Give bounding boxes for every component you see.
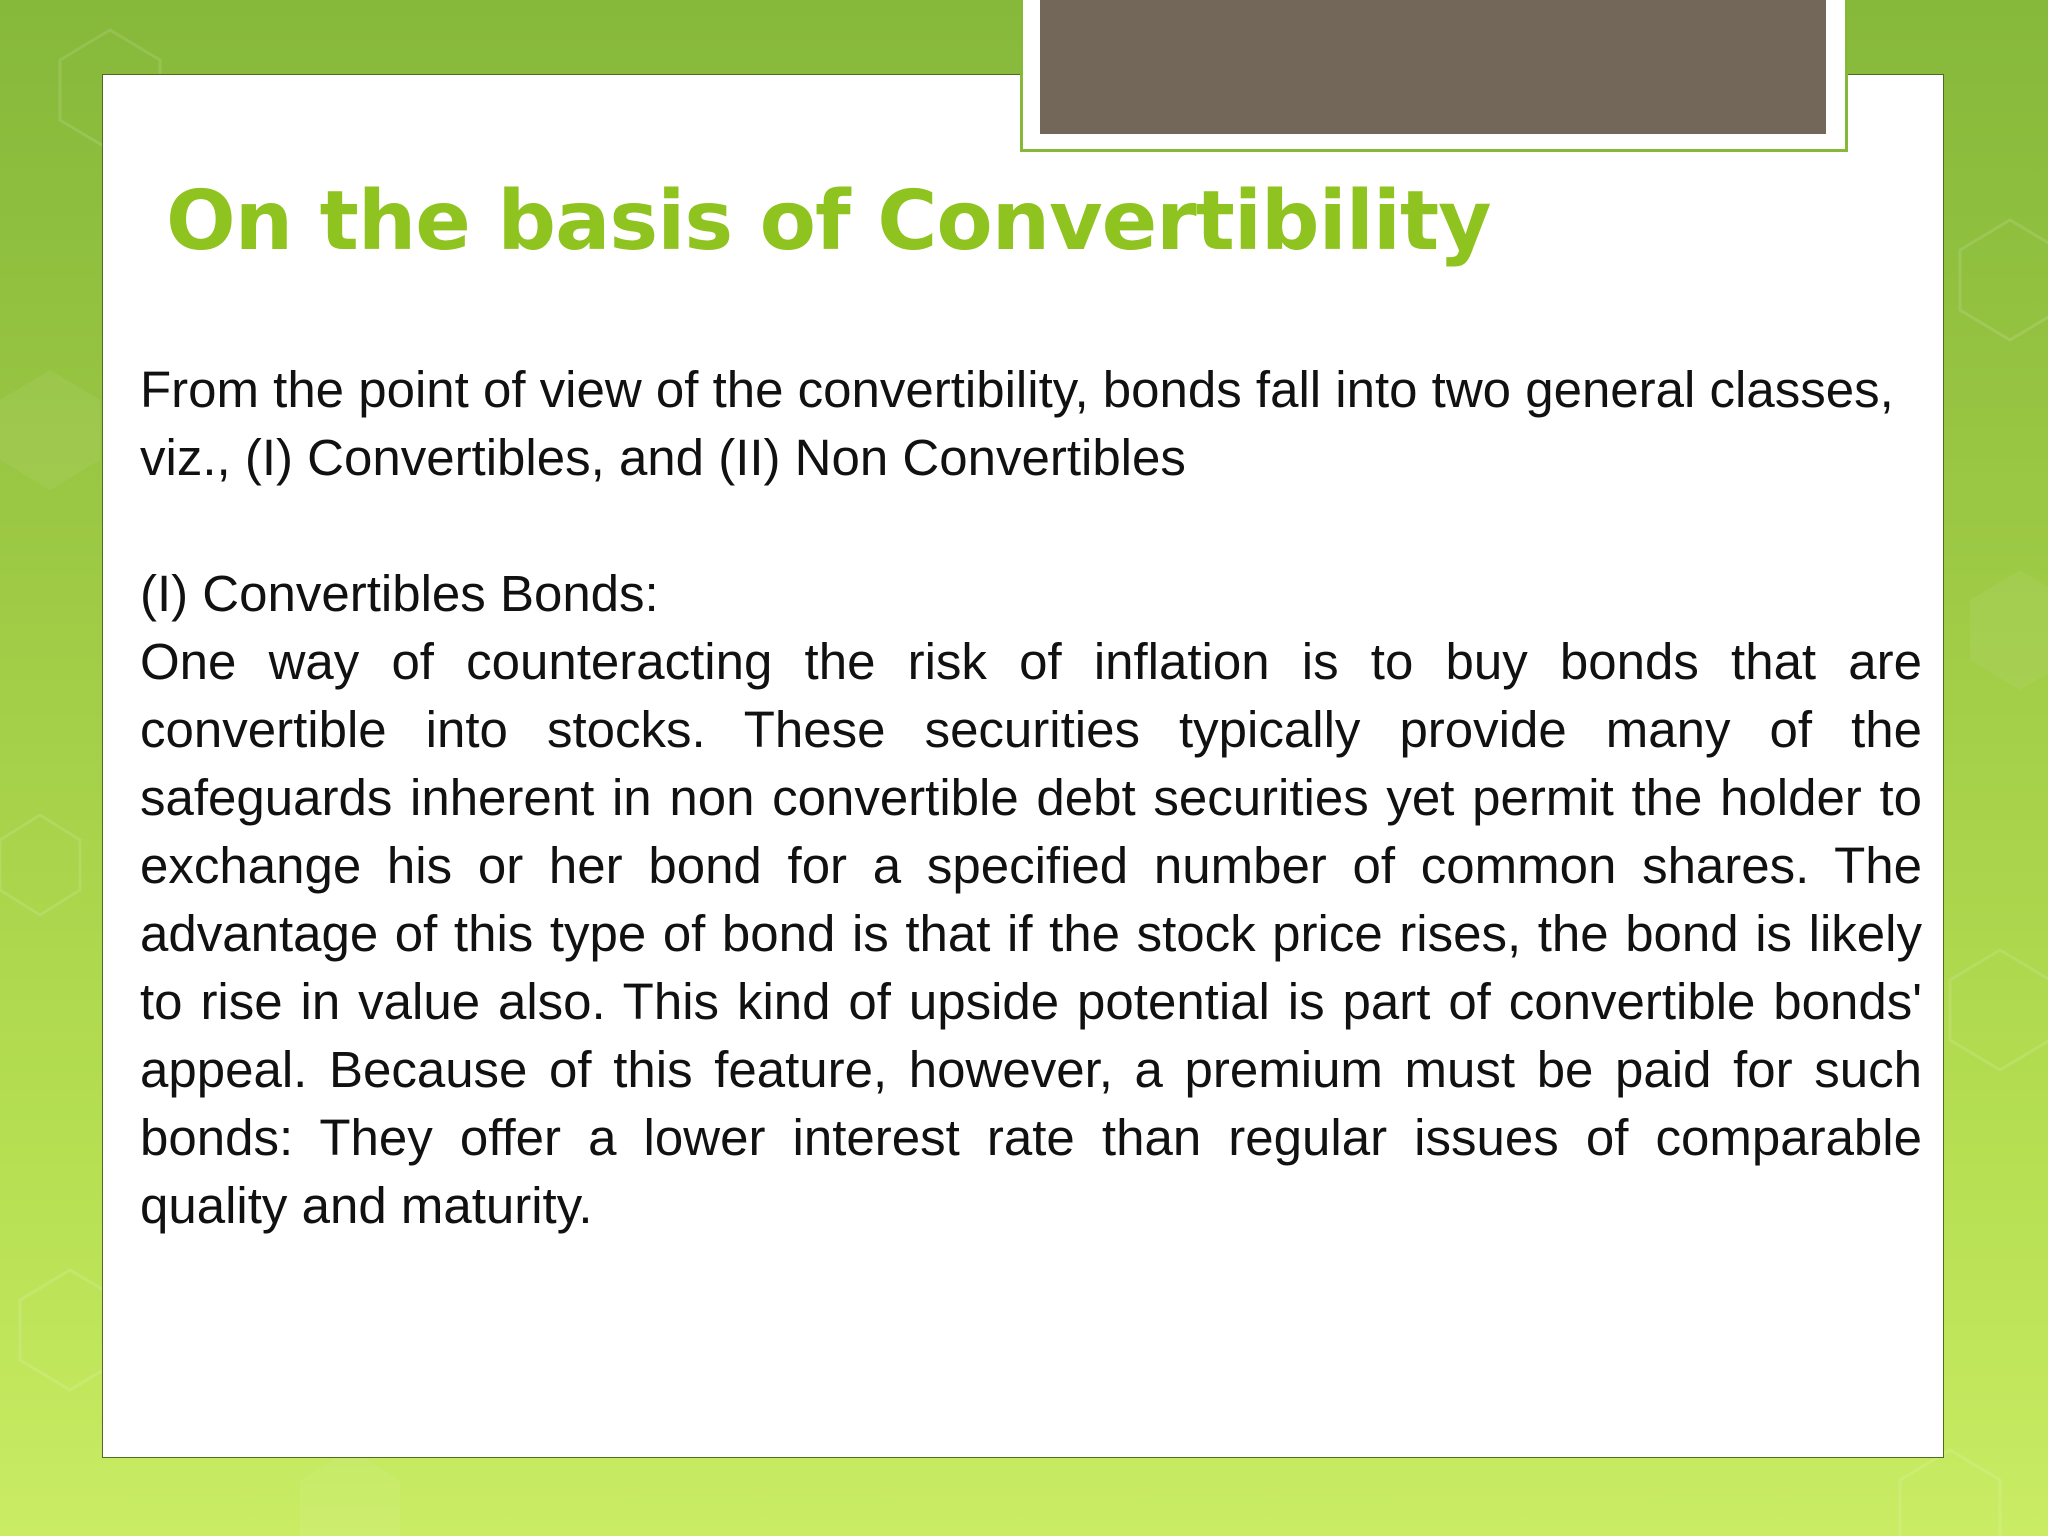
- slide-title: On the basis of Convertibility: [166, 174, 1491, 269]
- intro-paragraph: From the point of view of the convertibility, bonds fall into two general classes,: [140, 361, 1894, 418]
- header-tab-block: [1040, 0, 1826, 134]
- slide-body: [140, 356, 1922, 1240]
- intro-classes-line: viz., (I) Convertibles, and (II) Non Convertibles: [140, 429, 1186, 486]
- section-heading: (I) Convertibles Bonds:: [140, 565, 659, 622]
- section-body-paragraph: One way of counteracting the risk of inflation is to buy bonds that are convertible into stocks. These securities typically provide many of the safeguards inherent in non convertible debt securities yet permit the holder to exchange his or her bond for a specified number of common shares. The advantage of this type of bond is that if the stock price rises, the bond is likely to rise in value also. This kind of upside potential is part of convertible bonds' appeal. Because of this feature, however, a premium must be paid for such bonds: They offer a lower interest rate than regular issues of comparable quality and maturity.: [140, 633, 1922, 1234]
- paragraph-spacer: [140, 492, 1922, 560]
